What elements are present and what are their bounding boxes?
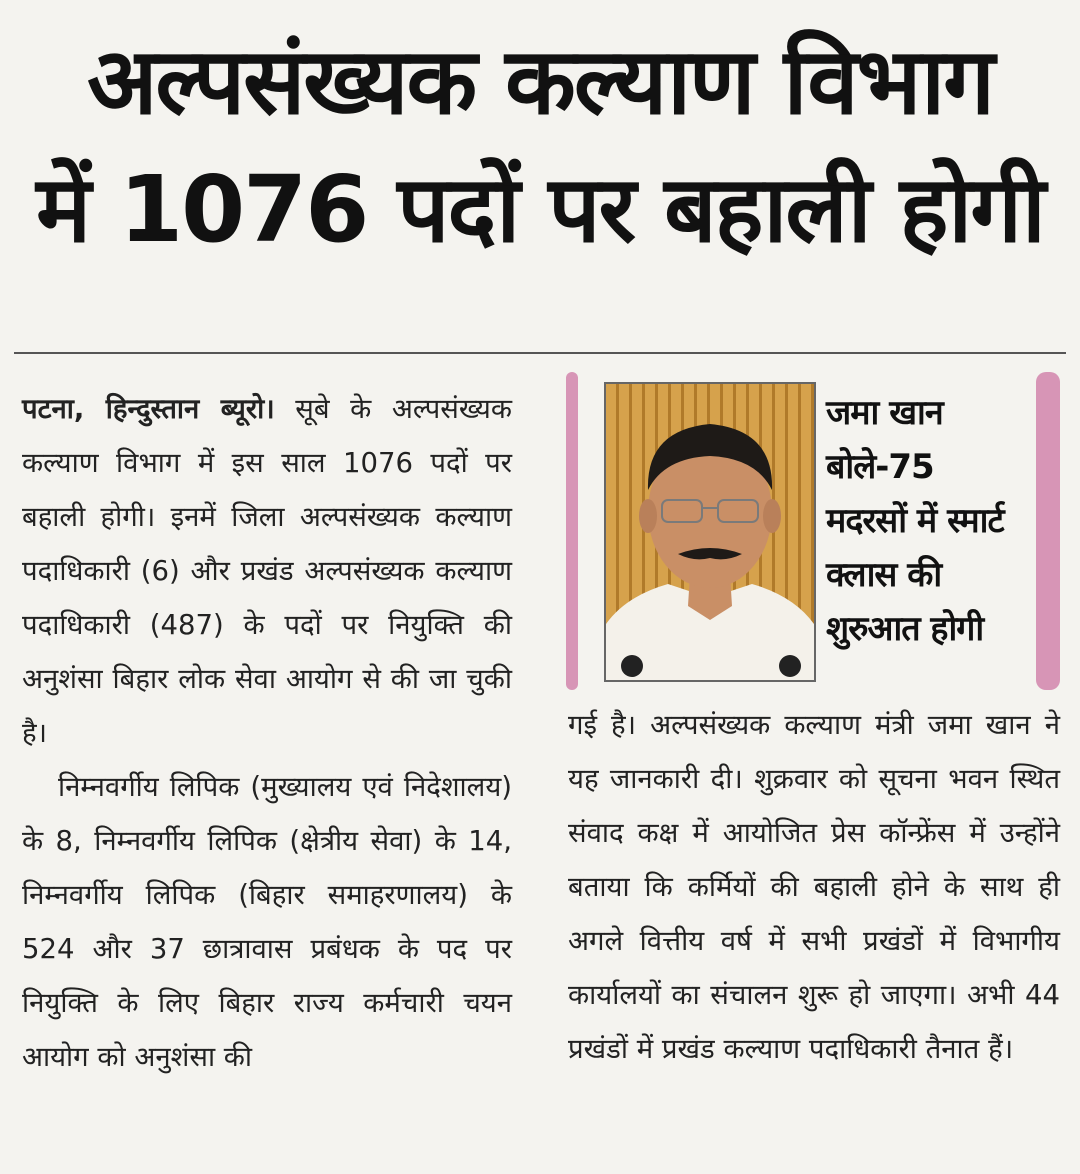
headline-divider [14,352,1066,354]
pullquote-accent-bar-right [1036,372,1060,690]
article-column-left [22,382,512,1084]
headline [0,18,1080,274]
paragraph-1-text: सूबे के अल्पसंख्यक कल्याण विभाग में इस साल 1076 पदों पर बहाली होगी। इनमें जिला अल्पसंख्यक कल्याण पदाधिकारी (6) और प्रखंड अल्पसंख्यक कल्याण पदाधिकारी (487) के पदों पर नियुक्ति की अनुशंसा बिहार लोक सेवा आयोग से की जा चुकी है। [22,393,512,749]
article-paragraph-3: गई है। अल्पसंख्यक कल्याण मंत्री जमा खान ने यह जानकारी दी। शुक्रवार को सूचना भवन स्थित संवाद कक्ष में आयोजित प्रेस कॉन्फ्रेंस में उन्होंने बताया कि कर्मियों की बहाली होने के साथ ही अगले वित्तीय वर्ष में सभी प्रखंडों में विभागीय कार्यालयों का संचालन शुरू हो जाएगा। अभी 44 प्रखंडों में प्रखंड कल्याण पदाधिकारी तैनात हैं। [568,709,1060,1065]
pullquote-line-1: जमा खान [826,393,943,433]
minister-photo [604,382,816,682]
pullquote-box [566,372,1060,690]
pullquote-line-5: शुरुआत होगी [826,609,984,649]
pullquote-text [826,386,1036,656]
portrait-illustration [606,384,814,680]
pullquote-line-3: मदरसों में स्मार्ट [826,501,1004,541]
pullquote-line-4: क्लास की [826,555,942,595]
article-column-right [568,698,1060,1076]
pullquote-line-2: बोले-75 [826,447,934,487]
pullquote-accent-bar-left [566,372,578,690]
article-paragraph-1 [22,382,512,760]
headline-line-2: में 1076 पदों पर बहाली होगी [36,156,1044,263]
article-paragraph-2: निम्नवर्गीय लिपिक (मुख्यालय एवं निदेशालय) के 8, निम्नवर्गीय लिपिक (क्षेत्रीय सेवा) के 14, निम्नवर्गीय लिपिक (बिहार समाहरणालय) के 524 और 37 छात्रावास प्रबंधक के पद पर नियुक्ति के लिए बिहार राज्य कर्मचारी चयन आयोग को अनुशंसा की [22,771,512,1073]
headline-line-1: अल्पसंख्यक कल्याण विभाग [87,28,993,135]
dateline: पटना, हिन्दुस्तान ब्यूरो। [22,393,275,425]
